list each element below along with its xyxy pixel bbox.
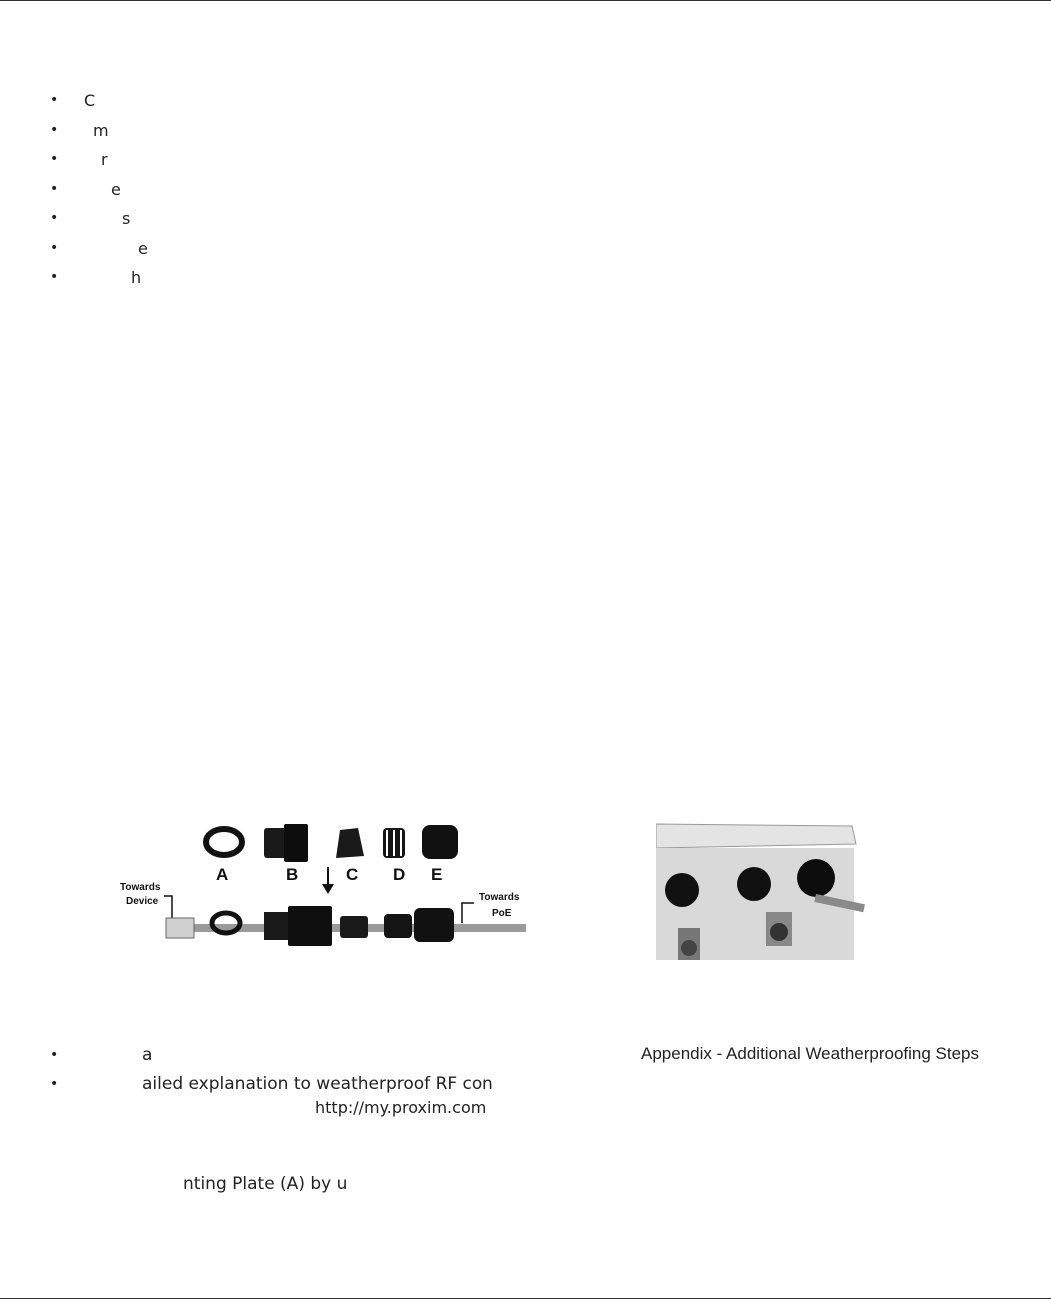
list-item-text: e xyxy=(111,179,121,199)
cable-gland-figure xyxy=(108,820,528,950)
bullet-icon: • xyxy=(50,210,59,226)
svg-text:Towards: Towards xyxy=(120,882,161,893)
cable-gland-illustration xyxy=(108,820,528,950)
step-text: nting Plate (A) by u xyxy=(183,1174,348,1194)
svg-text:PoE: PoE xyxy=(492,908,512,919)
label-a: A xyxy=(216,865,229,884)
list-item-text: n xyxy=(482,1074,493,1094)
list-item-text: e xyxy=(138,238,148,258)
rj45-connector xyxy=(166,918,194,938)
bottom-rule xyxy=(0,1298,1051,1299)
bullet-icon: • xyxy=(50,151,59,167)
bullet-icon: • xyxy=(50,180,59,197)
bullet-icon: • xyxy=(50,269,59,285)
seal-insert-part xyxy=(336,828,364,858)
list-item xyxy=(50,1073,570,1097)
list-item-text: m xyxy=(93,120,109,140)
label-c: C xyxy=(346,865,359,884)
label-e: E xyxy=(431,865,443,884)
list-item-text: ailed explanation to weatherproof RF co xyxy=(142,1074,483,1094)
list-item-text: C xyxy=(84,91,96,110)
list-item-text: a xyxy=(142,1045,153,1065)
bullet-icon: • xyxy=(50,239,59,256)
bullet-icon: • xyxy=(50,1047,59,1063)
list-item-text: s xyxy=(122,209,131,228)
enclosure-illustration xyxy=(656,820,866,960)
bullet-icon: • xyxy=(50,1076,59,1092)
svg-text:Towards: Towards xyxy=(479,892,520,903)
arrow-to-poe-icon xyxy=(462,903,474,923)
bullet-icon: • xyxy=(50,121,59,138)
list-item-text: r xyxy=(101,150,108,169)
proxim-url-link[interactable]: http://my.proxim.com xyxy=(315,1098,487,1117)
top-rule xyxy=(0,0,1051,1)
label-b: B xyxy=(286,865,299,884)
label-d: D xyxy=(393,865,406,884)
enclosure-photo xyxy=(656,820,866,960)
list-item-text: h xyxy=(131,268,142,287)
cap-nut-part xyxy=(422,825,458,859)
appendix-link[interactable]: Appendix - Additional Weatherproofing Steps xyxy=(641,1044,980,1063)
svg-text:Device: Device xyxy=(126,896,159,907)
seal-ring-part xyxy=(206,829,242,855)
bullet-icon: • xyxy=(50,92,59,108)
